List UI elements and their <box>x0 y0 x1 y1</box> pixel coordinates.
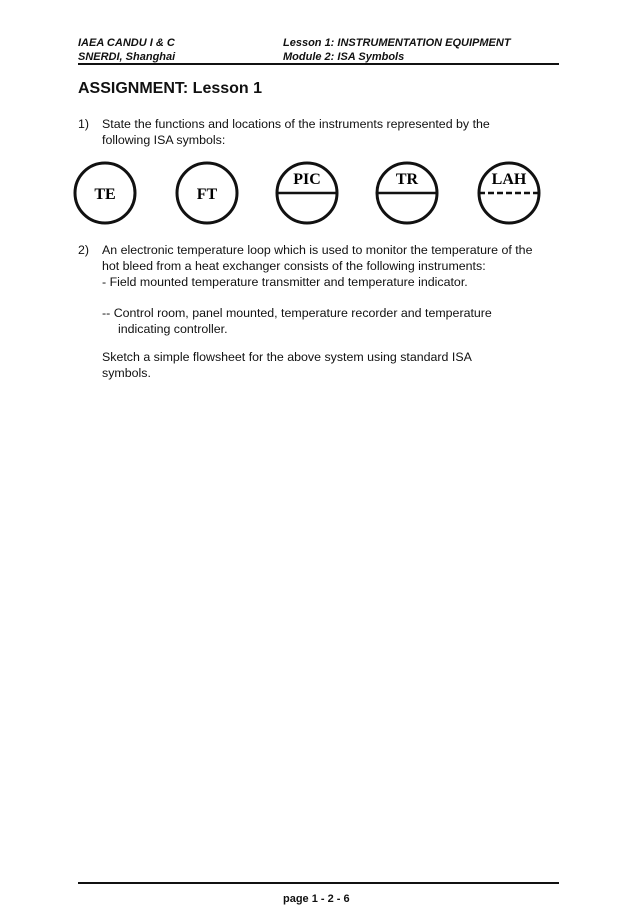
q2-number: 2) <box>78 243 90 257</box>
symbol-pic-label: PIC <box>293 171 321 188</box>
symbol-lah-label: LAH <box>491 171 527 188</box>
symbol-te <box>72 160 138 226</box>
q1-line-1: State the functions and locations of the instruments represented by the <box>102 117 490 131</box>
header-rule <box>78 63 559 65</box>
symbol-pic <box>274 160 340 226</box>
header-org: IAEA CANDU I & C <box>78 37 175 49</box>
symbol-ft <box>174 160 240 226</box>
footer-rule <box>78 882 559 884</box>
header-module: Module 2: ISA Symbols <box>283 51 405 63</box>
header-location: SNERDI, Shanghai <box>78 51 176 63</box>
q2-item-2-line-1: -- Control room, panel mounted, temperature recorder and temperature <box>102 306 492 320</box>
page-title: ASSIGNMENT: Lesson 1 <box>78 80 263 97</box>
q2-line-1: An electronic temperature loop which is used to monitor the temperature of the <box>102 243 533 257</box>
q2-item-1: - Field mounted temperature transmitter and temperature indicator. <box>102 275 468 289</box>
q1-line-2: following ISA symbols: <box>102 133 226 147</box>
page-number: page 1 - 2 - 6 <box>283 893 350 905</box>
header-lesson: Lesson 1: INSTRUMENTATION EQUIPMENT <box>283 37 511 49</box>
symbol-lah <box>476 160 542 226</box>
q2-sketch-line-2: symbols. <box>102 366 151 380</box>
q1-number: 1) <box>78 117 90 131</box>
symbol-te-label: TE <box>94 186 116 203</box>
symbol-tr-label: TR <box>395 171 419 188</box>
symbol-ft-label: FT <box>196 186 218 203</box>
symbol-tr <box>374 160 440 226</box>
q2-line-2: hot bleed from a heat exchanger consists of the following instruments: <box>102 259 486 273</box>
q2-sketch-line-1: Sketch a simple flowsheet for the above system using standard ISA <box>102 350 472 364</box>
q2-item-2-line-2: indicating controller. <box>118 322 228 336</box>
